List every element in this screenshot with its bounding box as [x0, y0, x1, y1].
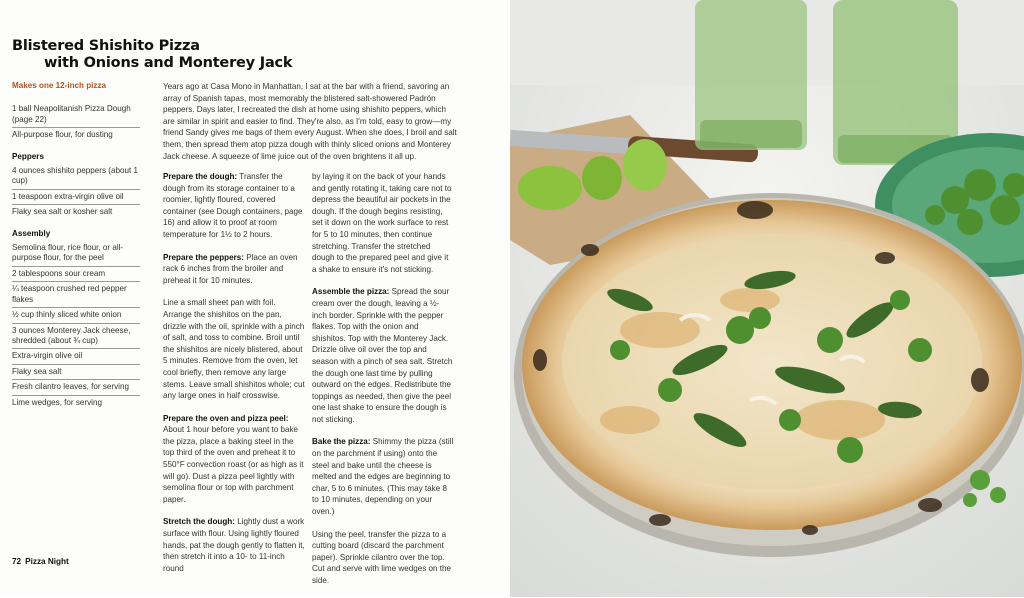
- lime-wedge: [582, 156, 622, 200]
- step-heading: Assemble the pizza:: [312, 287, 390, 297]
- step-heading: Prepare the peppers:: [163, 252, 244, 262]
- step-text: About 1 hour before you want to bake the pizza, place a baking steel in the top third of the oven and preheat it to 550°F convection roast (or as high as it will go). Dust a pizza peel lightly with semolina flour or top with parchment paper.: [163, 425, 304, 504]
- method-step: [312, 529, 454, 587]
- step-text: Lightly dust a work surface with flour. Using lightly floured hands, pat the dough gently to flatten it, then stretch it into a 10- to 11-inch round: [163, 517, 305, 573]
- method-step: [163, 413, 305, 506]
- method-step: [163, 297, 305, 401]
- step-heading: Bake the pizza:: [312, 437, 371, 447]
- ingredient-item: All-purpose flour, for dusting: [12, 130, 113, 140]
- method-step: [312, 171, 454, 275]
- ingredient-item: Fresh cilantro leaves, for serving: [12, 380, 140, 395]
- ingredient-item: 1 teaspoon extra-virgin olive oil: [12, 190, 140, 205]
- title-line-2: with Onions and Monterey Jack: [44, 55, 293, 71]
- lime-wedge: [518, 166, 582, 210]
- method-step: [163, 171, 305, 241]
- ingredient-item: 4 ounces shishito peppers (about 1 cup): [12, 164, 140, 190]
- section-heading-peppers: Peppers: [12, 151, 44, 161]
- intro-paragraph: Years ago at Casa Mono in Manhattan, I sat at the bar with a friend, savoring an array of Spanish tapas, most memorably the blistered salt-showered Padrón peppers. Days later, I recreated the dish at home using shishito peppers, which are similar in spirit and easier to find. They're also, as I'm told, easy to grow—my friend Sandy gives me bags of them every August. When she does, I broil and salt them, then spread them atop pizza dough with thinly sliced onions and Monterey Jack cheese. A squeeze of lime juice out of the oven brightens it all up.: [163, 82, 457, 161]
- ingredient-item: Lime wedges, for serving: [12, 397, 102, 407]
- ingredient-item: 2 tablespoons sour cream: [12, 267, 140, 282]
- ingredient-item: Flaky sea salt: [12, 365, 140, 380]
- step-heading: Stretch the dough:: [163, 517, 235, 527]
- page-number: 72: [12, 557, 22, 566]
- method-step: [163, 252, 305, 287]
- recipe-page: [0, 0, 510, 597]
- pizza-photo-illustration: [510, 0, 1024, 597]
- step-text: Spread the sour cream over the dough, leaving a ½-inch border. Sprinkle with the pepper flakes. Top with the onion and shishitos. Top with the Monterey Jack. Drizzle olive oil over the top and season with a pinch of sea salt. Stretch the dough one last time by pulling outward on the edges. Redistribute the toppings as needed, then give the peel one last shake to ensure the dough is not sticking.: [312, 287, 453, 424]
- ingredient-item: Flaky sea salt or kosher salt: [12, 207, 113, 217]
- step-text: Place an oven rack 6 inches from the broiler and preheat it for 10 minutes.: [163, 252, 298, 285]
- method-column-1: [163, 171, 305, 585]
- method-step: [163, 516, 305, 574]
- recipe-title: [12, 38, 292, 72]
- method-step: [312, 286, 454, 425]
- lime-wedge: [623, 139, 667, 191]
- ingredients-list: [12, 81, 140, 410]
- step-text: Transfer the dough from its storage container to a roomier, lightly floured, covered container (see Dough containers, page 16) and allow it to proof at room temperature for 1½ to 2 hours.: [163, 172, 303, 239]
- step-text: by laying it on the back of your hands and gently rotating it, taking care not to depress the beautiful air pockets in the dough. If the dough begins resisting, set it down on the work surface to rest for 5 to 10 minutes, then continue stretching. Transfer the stretched dough to the prepared peel and give it a shake to ensure it's not sticking.: [312, 172, 452, 274]
- ingredient-item: 1 ball Neapolitanish Pizza Dough (page 22): [12, 102, 140, 128]
- yield-label: Makes one 12-inch pizza: [12, 81, 107, 90]
- method-step: [312, 436, 454, 517]
- page-footer: [12, 557, 69, 566]
- step-text: Shimmy the pizza (still on the parchment if using) onto the steel and bake until the cheese is melted and the edges are beginning to char, 5 to 6 minutes. (This may take 8 to 10 minutes, depending on your oven.): [312, 437, 454, 517]
- step-text: Line a small sheet pan with foil. Arrange the shishitos on the pan, drizzle with the oil, sprinkle with a pinch of salt, and toss to combine. Broil until the shishitos are nicely blistered, about 5 minutes. Remove from the oven, let cool briefly, then remove any large stems. Leave small shishitos whole; cut any large ones in half crosswise.: [163, 298, 305, 401]
- method-column-2: [312, 171, 454, 598]
- ingredient-item: Extra-virgin olive oil: [12, 349, 140, 364]
- pizza-photo: [510, 0, 1024, 597]
- step-heading: Prepare the oven and pizza peel:: [163, 413, 289, 423]
- ingredient-item: ¼ teaspoon crushed red pepper flakes: [12, 282, 140, 308]
- section-heading-assembly: Assembly: [12, 228, 51, 238]
- step-text: Using the peel, transfer the pizza to a cutting board (discard the parchment paper). Sprinkle cilantro over the top. Cut and serve with lime wedges on the side.: [312, 529, 452, 585]
- ingredient-item: Semolina flour, rice flour, or all-purpose flour, for the peel: [12, 241, 140, 267]
- ingredient-item: 3 ounces Monterey Jack cheese, shredded (about ¾ cup): [12, 324, 140, 350]
- title-line-1: Blistered Shishito Pizza: [12, 38, 200, 54]
- step-heading: Prepare the dough:: [163, 172, 238, 181]
- ingredient-item: ½ cup thinly sliced white onion: [12, 308, 140, 323]
- book-title: Pizza Night: [25, 557, 69, 566]
